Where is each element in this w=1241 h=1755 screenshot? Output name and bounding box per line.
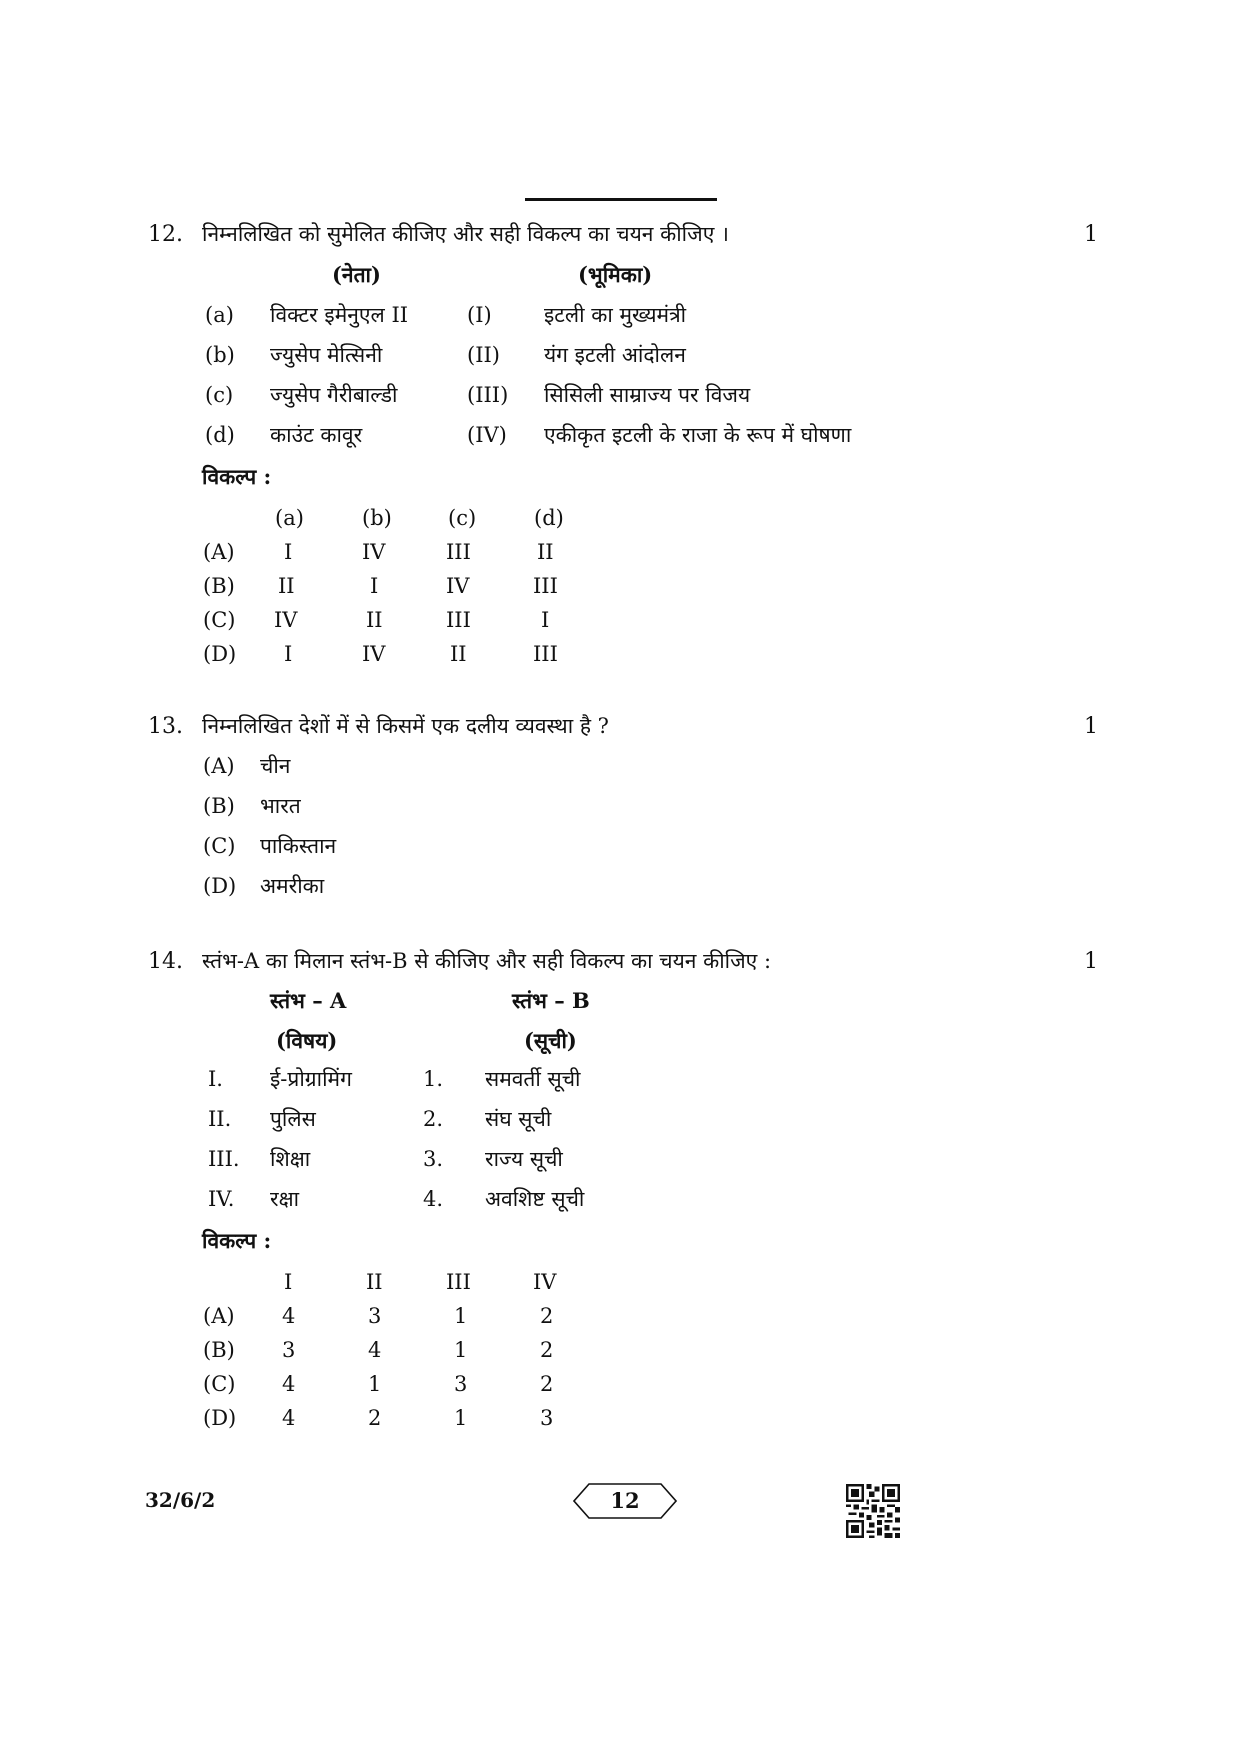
q14-row-num: 3. bbox=[423, 1147, 444, 1171]
q14-option-value: 4 bbox=[282, 1406, 296, 1430]
q12-option-value: IV bbox=[274, 608, 298, 632]
q13-option-text: भारत bbox=[260, 794, 301, 818]
q12-row-leader: काउंट कावूर bbox=[270, 423, 363, 447]
q12-row-leader: ज्युसेप गैरीबाल्डी bbox=[270, 383, 398, 407]
q12-row-role: एकीकृत इटली के राजा के रूप में घोषणा bbox=[544, 423, 852, 447]
q12-row-key: (b) bbox=[205, 343, 235, 367]
q14-row-key: III. bbox=[208, 1147, 240, 1171]
q12-option-value: III bbox=[446, 540, 471, 564]
q13-number: 13. bbox=[148, 714, 183, 739]
q14-option-label: (D) bbox=[203, 1406, 237, 1430]
q14-row-num: 2. bbox=[423, 1107, 444, 1131]
q12-option-label: (D) bbox=[203, 642, 237, 666]
q13-option-text: अमरीका bbox=[260, 874, 325, 898]
q12-option-value: I bbox=[541, 608, 550, 632]
q12-row-key: (c) bbox=[205, 383, 234, 407]
q12-option-value: IV bbox=[362, 642, 386, 666]
q13-marks: 1 bbox=[1084, 714, 1098, 739]
q13-option-text: पाकिस्तान bbox=[260, 834, 337, 858]
q14-option-value: 1 bbox=[368, 1372, 382, 1396]
q14-option-label: (B) bbox=[203, 1338, 235, 1362]
q14-row-num: 1. bbox=[423, 1067, 444, 1091]
q14-option-value: 3 bbox=[540, 1406, 554, 1430]
q14-option-value: 1 bbox=[454, 1338, 468, 1362]
q12-row-num: (III) bbox=[467, 383, 509, 407]
q14-option-value: 4 bbox=[282, 1304, 296, 1328]
q12-option-label: (A) bbox=[203, 540, 235, 564]
q14-option-header: I bbox=[284, 1270, 293, 1294]
q12-option-value: III bbox=[533, 574, 558, 598]
q14-options-label: विकल्प : bbox=[202, 1228, 272, 1253]
q14-row-key: II. bbox=[208, 1107, 232, 1131]
q12-number: 12. bbox=[148, 222, 183, 247]
q14-option-value: 2 bbox=[540, 1304, 554, 1328]
q14-row-list: अवशिष्ट सूची bbox=[485, 1187, 585, 1211]
q13-option-label: (D) bbox=[203, 874, 237, 898]
q12-option-value: III bbox=[446, 608, 471, 632]
q14-marks: 1 bbox=[1084, 949, 1098, 974]
q12-marks: 1 bbox=[1084, 222, 1098, 247]
q12-option-header: (d) bbox=[534, 506, 564, 530]
paper-code: 32/6/2 bbox=[145, 1488, 216, 1512]
q12-text: निम्नलिखित को सुमेलित कीजिए और सही विकल्प का चयन कीजिए । bbox=[202, 222, 729, 246]
q14-option-label: (A) bbox=[203, 1304, 235, 1328]
q14-option-header: II bbox=[366, 1270, 383, 1294]
q12-option-label: (C) bbox=[203, 608, 236, 632]
q12-option-value: IV bbox=[446, 574, 470, 598]
q12-option-value: II bbox=[366, 608, 383, 632]
q14-number: 14. bbox=[148, 949, 183, 974]
q12-head-left: (नेता) bbox=[332, 262, 381, 287]
q14-option-header: IV bbox=[533, 1270, 557, 1294]
q14-option-value: 1 bbox=[454, 1304, 468, 1328]
q14-row-key: I. bbox=[208, 1067, 223, 1091]
page-number: 12 bbox=[610, 1488, 640, 1513]
q12-row-leader: ज्युसेप मेत्सिनी bbox=[270, 343, 383, 367]
q12-row-key: (a) bbox=[205, 303, 234, 327]
q12-row-num: (II) bbox=[467, 343, 500, 367]
q12-option-value: II bbox=[537, 540, 554, 564]
q14-text: स्तंभ-A का मिलान स्तंभ-B से कीजिए और सही विकल्प का चयन कीजिए : bbox=[202, 949, 772, 973]
q12-option-value: II bbox=[450, 642, 467, 666]
q14-option-value: 1 bbox=[454, 1406, 468, 1430]
q12-option-value: I bbox=[370, 574, 379, 598]
q14-row-subject: रक्षा bbox=[270, 1187, 300, 1211]
q12-option-header: (b) bbox=[362, 506, 392, 530]
q13-option-label: (C) bbox=[203, 834, 236, 858]
q14-col-b-sub: (सूची) bbox=[524, 1028, 577, 1053]
q14-option-value: 3 bbox=[282, 1338, 296, 1362]
q12-row-role: सिसिली साम्राज्य पर विजय bbox=[544, 383, 751, 407]
q14-row-subject: पुलिस bbox=[270, 1107, 316, 1131]
q14-option-value: 2 bbox=[368, 1406, 382, 1430]
q12-option-value: III bbox=[533, 642, 558, 666]
q14-option-value: 3 bbox=[368, 1304, 382, 1328]
q14-option-value: 4 bbox=[368, 1338, 382, 1362]
q12-option-value: I bbox=[284, 642, 293, 666]
q12-head-right: (भूमिका) bbox=[578, 262, 653, 287]
q14-option-label: (C) bbox=[203, 1372, 236, 1396]
q13-option-label: (A) bbox=[203, 754, 235, 778]
q14-row-list: राज्य सूची bbox=[485, 1147, 563, 1171]
q13-text: निम्नलिखित देशों में से किसमें एक दलीय व्यवस्था है ? bbox=[202, 714, 609, 738]
q14-row-list: समवर्ती सूची bbox=[485, 1067, 581, 1091]
q12-options-label: विकल्प : bbox=[202, 464, 272, 489]
q12-option-value: II bbox=[278, 574, 295, 598]
q14-option-value: 3 bbox=[454, 1372, 468, 1396]
q14-option-value: 2 bbox=[540, 1372, 554, 1396]
q13-option-label: (B) bbox=[203, 794, 235, 818]
q12-row-leader: विक्टर इमेनुएल II bbox=[270, 303, 409, 327]
q14-option-value: 4 bbox=[282, 1372, 296, 1396]
q14-col-b-title: स्तंभ – B bbox=[512, 988, 590, 1013]
q14-row-subject: शिक्षा bbox=[270, 1147, 311, 1171]
q12-option-value: IV bbox=[362, 540, 386, 564]
q12-option-label: (B) bbox=[203, 574, 235, 598]
q12-option-header: (c) bbox=[448, 506, 477, 530]
q14-row-key: IV. bbox=[208, 1187, 235, 1211]
q14-option-value: 2 bbox=[540, 1338, 554, 1362]
q12-row-key: (d) bbox=[205, 423, 235, 447]
q12-option-value: I bbox=[284, 540, 293, 564]
q14-row-subject: ई-प्रोग्रामिंग bbox=[270, 1067, 352, 1091]
q14-row-num: 4. bbox=[423, 1187, 444, 1211]
q14-col-a-title: स्तंभ – A bbox=[270, 988, 347, 1013]
q14-col-a-sub: (विषय) bbox=[276, 1028, 338, 1053]
top-rule bbox=[525, 198, 717, 201]
qr-code-icon bbox=[846, 1484, 900, 1538]
q14-option-header: III bbox=[446, 1270, 471, 1294]
q12-row-role: इटली का मुख्यमंत्री bbox=[544, 303, 687, 327]
q14-row-list: संघ सूची bbox=[485, 1107, 552, 1131]
q12-row-role: यंग इटली आंदोलन bbox=[544, 343, 686, 367]
q13-option-text: चीन bbox=[260, 754, 291, 778]
q12-option-header: (a) bbox=[275, 506, 304, 530]
q12-row-num: (I) bbox=[467, 303, 492, 327]
q12-row-num: (IV) bbox=[467, 423, 507, 447]
